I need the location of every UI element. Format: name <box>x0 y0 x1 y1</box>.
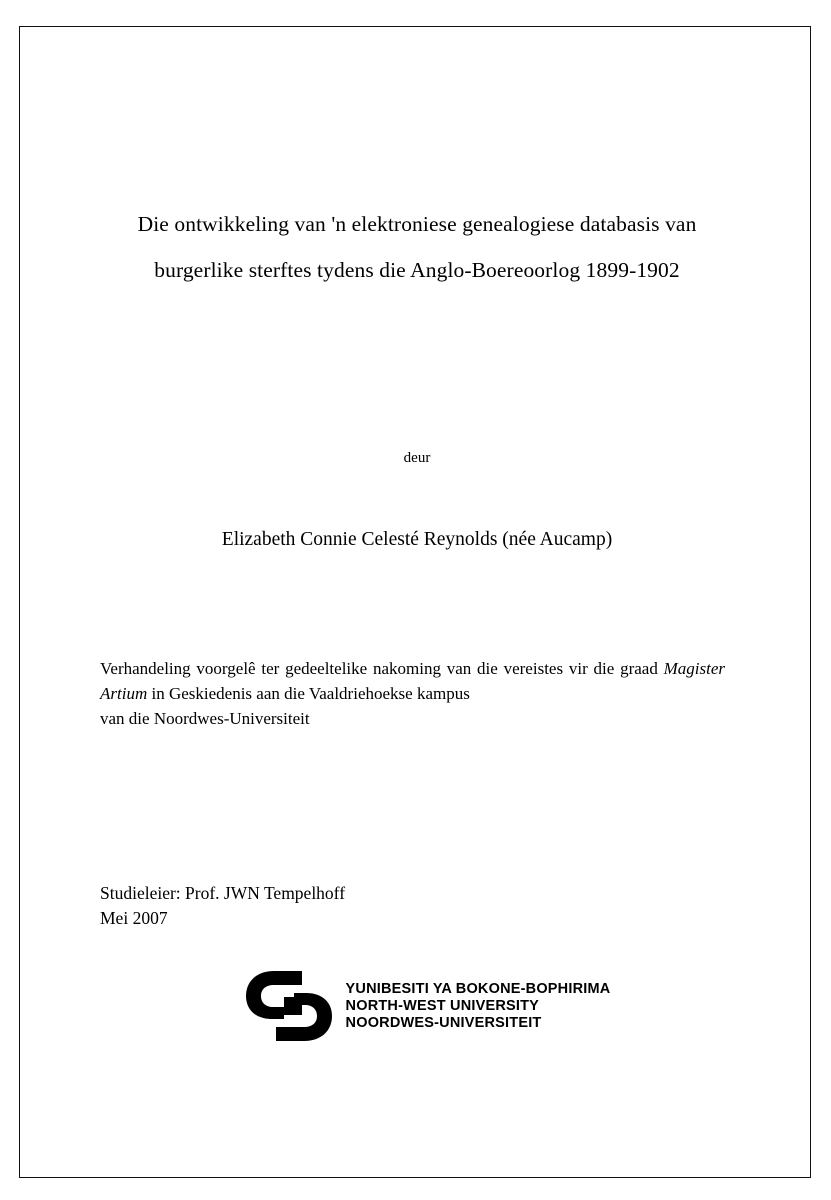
title-line-2: burgerlike sterftes tydens die Anglo-Boereoorlog 1899-1902 <box>154 258 680 282</box>
supervisor-block <box>100 881 734 931</box>
logo-text-line-1: YUNIBESITI YA BOKONE-BOPHIRIMA <box>345 980 611 997</box>
document-title <box>100 201 734 293</box>
degree-statement-line-2-suffix: in Geskiedenis aan die Vaaldriehoekse kampus <box>147 684 470 703</box>
degree-statement-line-2-prefix: graad <box>620 659 664 678</box>
title-line-1: Die ontwikkeling van 'n elektroniese genealogiese databasis van <box>137 212 697 236</box>
author-name: Elizabeth Connie Celesté Reynolds (née Aucamp) <box>221 529 613 550</box>
degree-statement-line-1: Verhandeling voorgelê ter gedeeltelike nakoming van die vereistes vir die <box>100 659 615 678</box>
supervisor-name: Studieleier: Prof. JWN Tempelhoff <box>100 883 346 903</box>
submission-date: Mei 2007 <box>100 908 168 928</box>
university-logo <box>100 969 734 1043</box>
north-west-university-logo-icon <box>244 969 336 1043</box>
by-label: deur <box>403 450 431 466</box>
degree-statement-line-3: van die Noordwes-Universiteit <box>100 709 310 728</box>
logo-text-line-3: NOORDWES-UNIVERSITEIT <box>345 1014 542 1031</box>
logo-text-line-2: NORTH-WEST UNIVERSITY <box>345 997 540 1014</box>
page-content <box>100 26 734 1178</box>
university-logo-text <box>346 981 611 1032</box>
degree-statement <box>100 656 725 731</box>
degree-name: Magister Artium <box>100 659 725 703</box>
